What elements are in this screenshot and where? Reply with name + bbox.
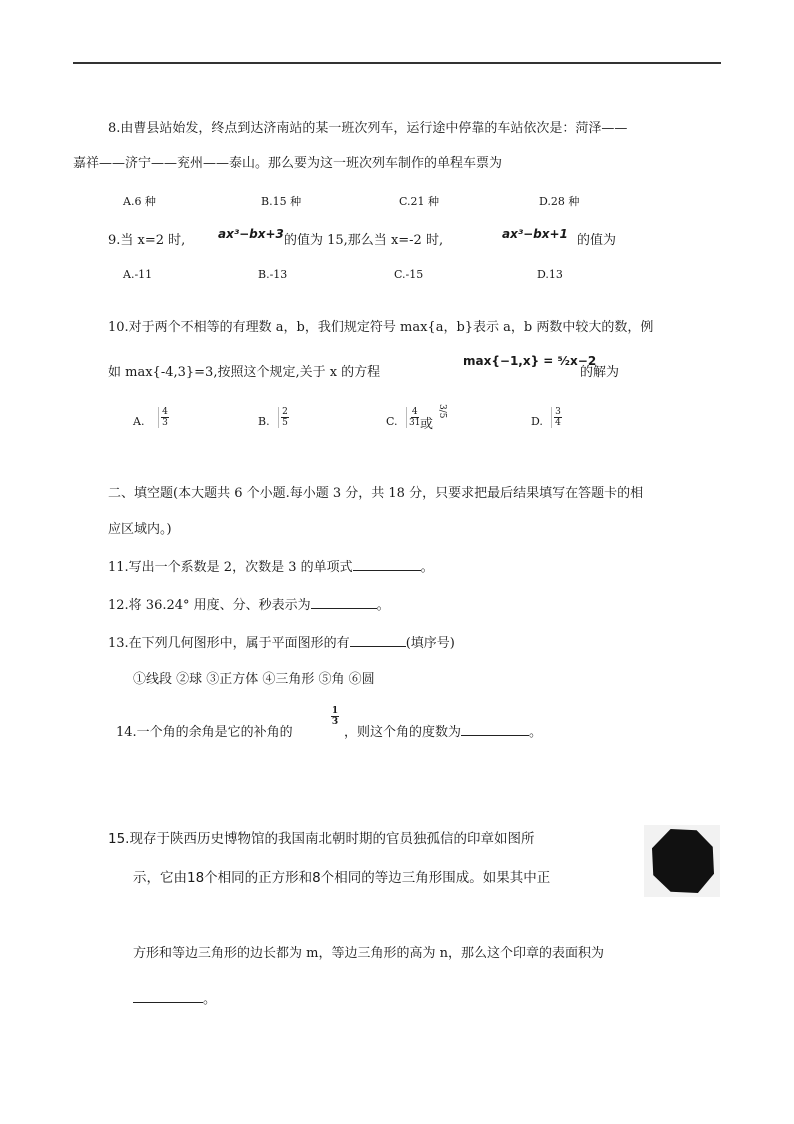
q10-option-c-numerator: 4 — [411, 407, 418, 417]
q14-text: 14.一个角的余角是它的补角的 — [116, 725, 293, 740]
q12-answer-blank[interactable] — [311, 608, 377, 609]
seal-shape — [652, 829, 714, 893]
q9-option-a: A.-11 — [123, 268, 153, 281]
q14-fraction-denominator: 3 — [331, 717, 339, 727]
q10-option-c-extra-fraction: 3/5 — [437, 404, 447, 419]
q13-items: ①线段 ②球 ③正方体 ④三角形 ⑤角 ⑥圆 — [133, 672, 375, 687]
q10-option-a-denominator: 3 — [162, 418, 168, 428]
q12-question — [108, 594, 390, 613]
q9-formula2: ax³−bx+1 — [502, 227, 568, 241]
q10-option-c-or: 或 — [420, 417, 434, 432]
q12-end: 。 — [376, 598, 390, 613]
q14-question-end — [344, 721, 542, 740]
q10-option-d-fraction — [551, 407, 562, 428]
q11-question — [108, 556, 434, 575]
q10-option-d-label: D. — [531, 415, 543, 428]
q12-text: 12.将 36.24° 用度、分、秒表示为 — [108, 598, 311, 613]
q8-option-b: B.15 种 — [261, 195, 302, 208]
q10-line2: 如 max{-4,3}=3,按照这个规定,关于 x 的方程 — [108, 365, 381, 380]
q15-line3: 方形和等边三角形的边长都为 m，等边三角形的高为 n，那么这个印章的表面积为 — [133, 946, 604, 961]
q9-part3: 的值为 — [577, 233, 617, 248]
q14-end: 。 — [529, 725, 543, 740]
q9-option-c: C.-15 — [394, 268, 424, 281]
q14-fraction — [329, 706, 339, 727]
q10-option-d-denominator: 4 — [555, 418, 561, 428]
q10-option-c-label: C. — [386, 415, 398, 428]
q9-part1: 9.当 x=2 时, — [108, 233, 186, 248]
q10-option-b-denominator: 5 — [282, 418, 288, 428]
section2-line1: 二、填空题(本大题共 6 个小题.每小题 3 分，共 18 分，只要求把最后结果填写在答题卡的相 — [108, 486, 644, 501]
seal-image — [644, 825, 720, 897]
q10-line1: 10.对于两个不相等的有理数 a，b，我们规定符号 max{a，b}表示 a，b 两数中较大的数，例 — [108, 320, 654, 335]
q14-text2: ，则这个角的度数为 — [344, 725, 462, 740]
section2-line2: 应区域内。) — [108, 522, 172, 537]
q13-answer-blank[interactable] — [350, 646, 406, 647]
q14-fraction-numerator: 1 — [331, 706, 339, 716]
q13-question — [108, 632, 455, 651]
q9-part2: 的值为 15,那么当 x=-2 时, — [284, 233, 444, 248]
q10-option-c-fraction — [406, 407, 420, 428]
q10-line2-end: 的解为 — [580, 365, 620, 380]
q13-end: (填序号) — [405, 636, 455, 651]
q10-option-b-label: B. — [258, 415, 270, 428]
q15-answer-blank[interactable] — [133, 1002, 203, 1003]
q9-option-b: B.-13 — [258, 268, 288, 281]
q9-formula1: ax³−bx+3 — [218, 227, 284, 241]
q8-line1: 8.由曹县站始发，终点到达济南站的某一班次列车，运行途中停靠的车站依次是：菏泽—— — [108, 121, 628, 136]
q11-end: 。 — [420, 560, 434, 575]
header-rule — [73, 62, 721, 64]
q15-answer-line — [133, 988, 216, 1007]
q15-end: 。 — [203, 992, 217, 1007]
q10-equation: max{−1,x} = ⁵⁄₂x−2 — [463, 354, 597, 368]
q10-option-a-label: A. — [133, 415, 145, 428]
q15-line2: 示，它由18个相同的正方形和8个相同的等边三角形围成。如果其中正 — [133, 870, 551, 886]
q8-option-a: A.6 种 — [123, 195, 156, 208]
q10-option-c-denominator: 31 — [409, 418, 421, 428]
q10-option-d-numerator: 3 — [555, 407, 561, 417]
q8-option-d: D.28 种 — [539, 195, 580, 208]
q8-option-c: C.21 种 — [399, 195, 440, 208]
q9-option-d: D.13 — [537, 268, 563, 281]
q13-text: 13.在下列几何图形中，属于平面图形的有 — [108, 636, 350, 651]
q10-option-b-fraction — [278, 407, 289, 428]
q11-text: 11.写出一个系数是 2，次数是 3 的单项式 — [108, 560, 353, 575]
q8-line2: 嘉祥——济宁——兖州——泰山。那么要为这一班次列车制作的单程车票为 — [73, 156, 503, 171]
q14-answer-blank[interactable] — [461, 735, 529, 736]
q10-option-b-numerator: 2 — [282, 407, 288, 417]
q10-option-a-fraction — [158, 407, 169, 428]
q10-option-a-numerator: 4 — [162, 407, 168, 417]
q11-answer-blank[interactable] — [353, 570, 421, 571]
q15-line1: 15.现存于陕西历史博物馆的我国南北朝时期的官员独孤信的印章如图所 — [108, 831, 535, 847]
